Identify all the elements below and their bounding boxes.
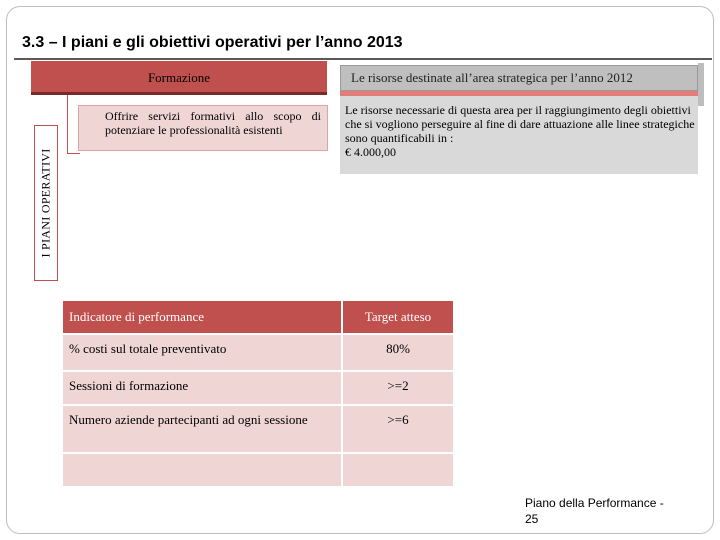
target-cell: 80% <box>343 335 453 370</box>
table-header-row <box>63 301 453 333</box>
resources-text: Le risorse necessarie di questa area per il raggiungimento degli obiettivi che si vogliono perseguire al fine di dare attuazione alle linee strategiche sono quantificabili in : <box>345 103 695 145</box>
header-indicator: Indicatore di performance <box>63 301 341 333</box>
performance-table <box>61 299 455 488</box>
resources-body <box>340 96 698 174</box>
indicator-cell: Sessioni di formazione <box>63 372 341 404</box>
objective-box: Offrire servizi formativi allo scopo di potenziare le professionalità esistenti <box>78 105 328 151</box>
table-row <box>63 454 453 486</box>
resources-amount: € 4.000,00 <box>345 145 396 159</box>
indicator-cell <box>63 454 341 486</box>
indicator-cell: % costi sul totale preventivato <box>63 335 341 370</box>
resources-edge <box>698 63 704 106</box>
slide-title: 3.3 – I piani e gli obiettivi operativi per l’anno 2013 <box>22 34 403 51</box>
table-row <box>63 372 453 404</box>
resources-header: Le risorse destinate all’area strategica per l’anno 2012 <box>340 65 698 91</box>
page-number: 25 <box>525 512 539 526</box>
title-divider <box>14 58 712 60</box>
side-label: I PIANI OPERATIVI <box>38 148 53 258</box>
target-cell: >=6 <box>343 406 453 452</box>
target-cell <box>343 454 453 486</box>
header-target: Target atteso <box>343 301 453 333</box>
target-cell: >=2 <box>343 372 453 404</box>
table-row <box>63 406 453 452</box>
area-header: Formazione <box>31 61 327 95</box>
footer-text: Piano della Performance - <box>525 496 664 510</box>
footer <box>525 495 695 527</box>
table-row <box>63 335 453 370</box>
indicator-cell: Numero aziende partecipanti ad ogni sessione <box>63 406 341 452</box>
